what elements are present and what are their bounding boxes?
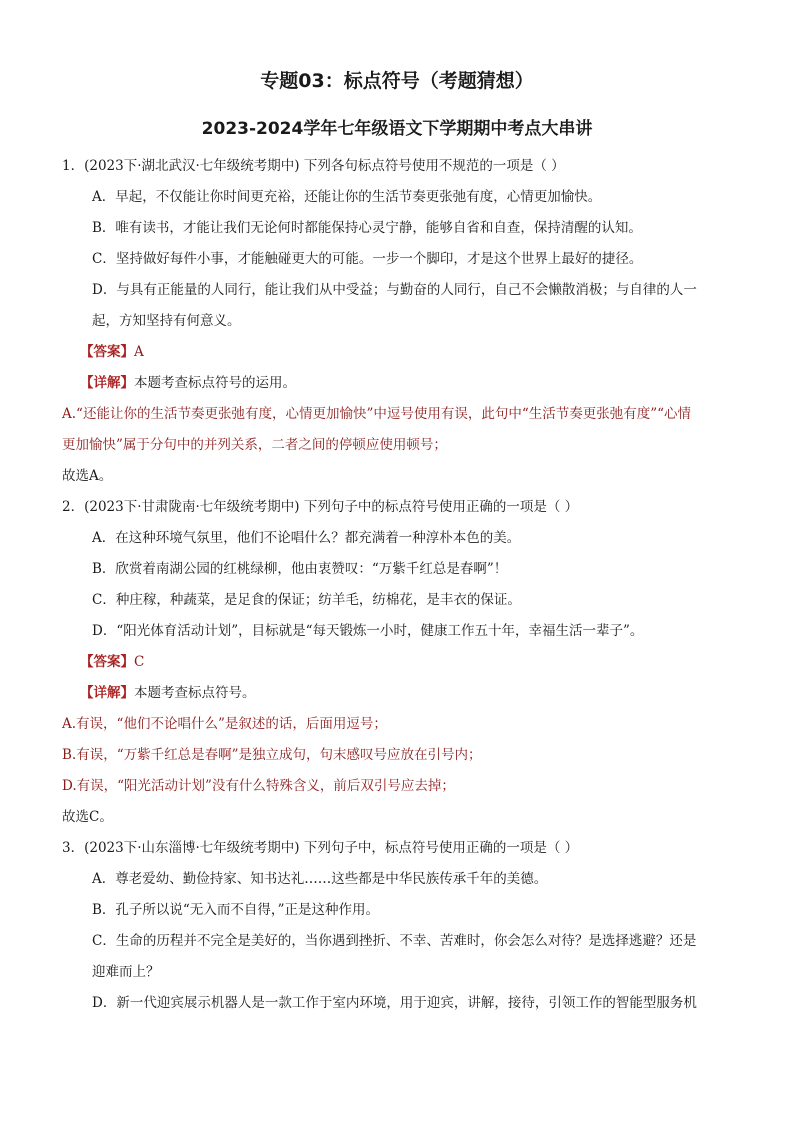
question-1-conclusion: 故选A。 [62,468,113,484]
question-2-conclusion: 故选C。 [62,809,113,825]
answer-tag: 【答案】 [80,654,134,670]
answer-tag: 【答案】 [80,344,134,360]
question-2-stem: 2．(2023下·甘肃陇南·七年级统考期中) 下列句子中的标点符号使用正确的一项是（ ） [62,499,579,515]
question-1-option-d: D．与具有正能量的人同行，能让我们从中受益；与勤奋的人同行，自己不会懒散消极；与自律的人一 [92,282,697,298]
detail-text: 本题考查标点符号的运用。 [134,375,296,391]
question-3-option-c: C．生命的历程并不完全是美好的，当你遇到挫折、不幸、苦难时，你会怎么对待？是选择逃避？还是 [92,933,697,949]
detail-text: 本题考查标点符号。 [134,685,256,701]
question-2-analysis-1: A.有误，“他们不论唱什么”是叙述的话，后面用逗号； [62,716,387,732]
question-2-option-a: A．在这种环境气氛里，他们不论唱什么？都充满着一种淳朴本色的美。 [92,530,521,546]
question-2-analysis-3: D.有误，“阳光活动计划”没有什么特殊含义，前后双引号应去掉； [62,778,455,794]
question-3-option-a: A．尊老爱幼、勤俭持家、知书达礼……这些都是中华民族传承千年的美德。 [92,871,548,887]
document-title: 专题03：标点符号（考题猜想） [260,70,534,92]
question-2-answer [80,652,144,672]
question-1-option-d-cont: 起，方知坚持有何意义。 [92,313,241,329]
document-subtitle: 2023-2024学年七年级语文下学期期中考点大串讲 [201,119,593,139]
question-1-answer [80,342,144,362]
question-2-option-d: D．“阳光体育活动计划”，目标就是“每天锻炼一小时，健康工作五十年，幸福生活一辈子”。 [92,623,644,639]
question-1-option-c: C．坚持做好每件小事，才能触碰更大的可能。一步一个脚印，才是这个世界上最好的捷径。 [92,251,643,267]
question-1-analysis-1: A.“还能让你的生活节奏更张弛有度，心情更加愉快”中逗号使用有误，此句中“生活节奏更张弛有度”“心情 [62,406,692,422]
question-3-stem: 3．(2023下·山东淄博·七年级统考期中) 下列句子中，标点符号使用正确的一项是（ ） [62,840,579,856]
question-2-option-b: B．欣赏着南湖公园的红桃绿柳，他由衷赞叹：“万紫千红总是春啊”！ [92,561,508,577]
question-3-option-b: B．孔子所以说“无入而不自得，”正是这种作用。 [92,902,379,918]
question-2-option-c: C．种庄稼，种蔬菜，是足食的保证；纺羊毛，纺棉花，是丰衣的保证。 [92,592,521,608]
question-1-detail [80,373,296,393]
answer-value: C [134,654,145,670]
question-2-analysis-2: B.有误，“万紫千红总是春啊”是独立成句，句末感叹号应放在引号内； [62,747,482,763]
answer-value: A [134,344,144,360]
question-1-option-a: A．早起，不仅能让你时间更充裕，还能让你的生活节奏更张弛有度，心情更加愉快。 [92,189,602,205]
detail-tag: 【详解】 [80,375,134,391]
question-1-analysis-2: 更加愉快”属于分句中的并列关系，二者之间的停顿应使用顿号； [62,437,447,453]
question-1-stem: 1．(2023下·湖北武汉·七年级统考期中) 下列各句标点符号使用不规范的一项是（ ） [62,158,565,174]
question-3-option-c-cont: 迎难而上？ [92,964,160,980]
question-2-detail [80,683,256,703]
detail-tag: 【详解】 [80,685,134,701]
question-1-option-b: B．唯有读书，才能让我们无论何时都能保持心灵宁静，能够自省和自查，保持清醒的认知。 [92,220,642,236]
question-3-option-d: D．新一代迎宾展示机器人是一款工作于室内环境，用于迎宾，讲解，接待，引领工作的智能型服务机 [92,995,697,1011]
